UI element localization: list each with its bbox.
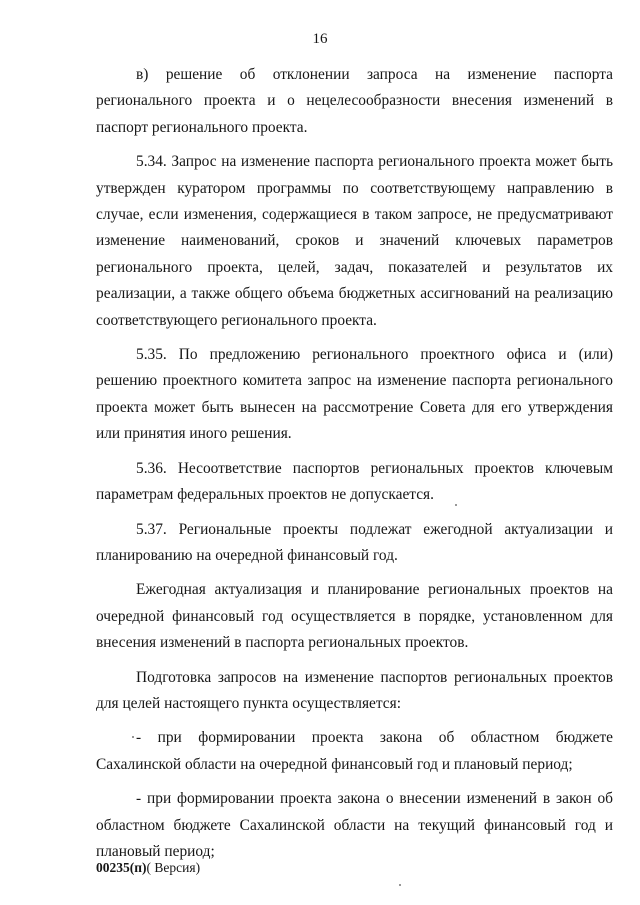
- scan-speck: [455, 504, 457, 506]
- list-item-budget-amendment: - при формировании проекта закона о внесении изменений в закон об областном бюджете Сахалинской области на текущий финансовый год и плановый период;: [96, 790, 613, 860]
- footer-document-code: 00235(п): [96, 860, 147, 875]
- document-body: [96, 62, 613, 865]
- scan-speck: [132, 736, 134, 738]
- paragraph-5-35: 5.35. По предложению регионального проектного офиса и (или) решению проектного комитета запрос на изменение паспорта регионального проекта может быть вынесен на рассмотрение Совета для его утверждения или принятия иного решения.: [96, 346, 613, 443]
- document-footer: [96, 860, 200, 876]
- scan-speck: [399, 884, 401, 886]
- list-item-budget-law: - при формировании проекта закона об областном бюджете Сахалинской области на очередной финансовый год и плановый период;: [96, 729, 613, 773]
- paragraph-5-36: 5.36. Несоответствие паспортов региональных проектов ключевым параметрам федеральных проектов не допускается.: [96, 459, 613, 504]
- paragraph-annual-update: Ежегодная актуализация и планирование региональных проектов на очередной финансовый год осуществляется в порядке, установленном для внесения изменений в паспорта региональных проектов.: [96, 581, 613, 652]
- paragraph-requests-preparation: Подготовка запросов на изменение паспортов региональных проектов для целей настоящего пункта осуществляется:: [96, 668, 613, 712]
- page-number: 16: [312, 31, 328, 47]
- paragraph-5-34: 5.34. Запрос на изменение паспорта регионального проекта может быть утвержден куратором программы по соответствующему направлению в случае, если изменения, содержащиеся в таком запросе, не предусматривают изменение наименований, сроков и значений ключевых параметров регионального проекта, целей, задач, показателей и результатов их реализации, а также общего объема бюджетных ассигнований на реализацию соответствующего регионального проекта.: [96, 153, 613, 329]
- paragraph-5-37: 5.37. Региональные проекты подлежат ежегодной актуализации и планированию на очередной финансовый год.: [96, 520, 613, 564]
- paragraph-decision-c: в) решение об отклонении запроса на изменение паспорта регионального проекта и о нецелесообразности внесения изменений в паспорт регионального проекта.: [96, 66, 613, 136]
- footer-version: ( Версия): [146, 860, 201, 875]
